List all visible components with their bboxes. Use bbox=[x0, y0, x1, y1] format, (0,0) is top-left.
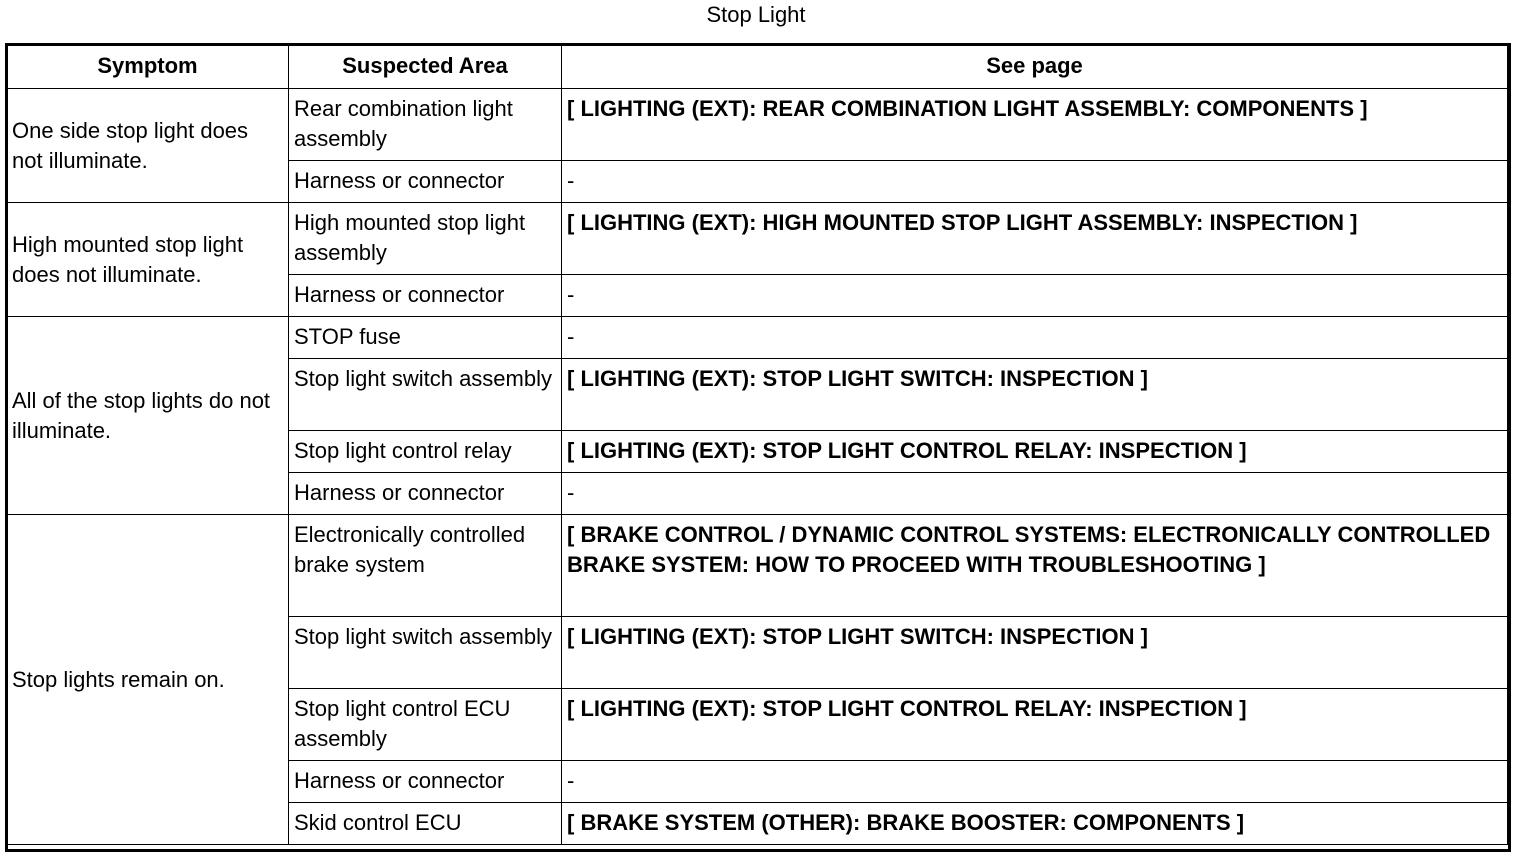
see-page-link[interactable]: [ LIGHTING (EXT): STOP LIGHT CONTROL RELAY: INSPECTION ] bbox=[562, 689, 1508, 761]
see-page-link[interactable]: [ BRAKE CONTROL / DYNAMIC CONTROL SYSTEMS: ELECTRONICALLY CONTROLLED BRAKE SYSTEM: HOW TO PROCEED WITH TROUBLESHOOTING ] bbox=[562, 515, 1508, 617]
symptom-cell: One side stop light does not illuminate. bbox=[7, 89, 289, 203]
suspected-area-cell: High mounted stop light assembly bbox=[289, 203, 562, 275]
see-page-cell: - bbox=[562, 473, 1508, 515]
suspected-area-cell: Harness or connector bbox=[289, 761, 562, 803]
header-see-page: See page bbox=[562, 45, 1508, 89]
suspected-area-cell: Stop light control relay bbox=[289, 431, 562, 473]
see-page-cell: - bbox=[562, 275, 1508, 317]
suspected-area-cell: STOP fuse bbox=[289, 317, 562, 359]
suspected-area-cell: Harness or connector bbox=[289, 473, 562, 515]
symptom-cell: High mounted stop light does not illuminate. bbox=[7, 203, 289, 317]
suspected-area-cell: Stop light switch assembly bbox=[289, 359, 562, 431]
suspected-area-cell: Electronically controlled brake system bbox=[289, 515, 562, 617]
suspected-area-cell: Skid control ECU bbox=[289, 803, 562, 845]
symptom-cell: Stop lights remain on. bbox=[7, 515, 289, 845]
see-page-cell: - bbox=[562, 317, 1508, 359]
table-row bbox=[7, 515, 1508, 617]
stop-light-troubleshooting-table bbox=[6, 44, 1508, 845]
see-page-link[interactable]: [ LIGHTING (EXT): STOP LIGHT CONTROL RELAY: INSPECTION ] bbox=[562, 431, 1508, 473]
see-page-cell: - bbox=[562, 761, 1508, 803]
table-title: Stop Light bbox=[706, 2, 806, 27]
header-suspected-area: Suspected Area bbox=[289, 45, 562, 89]
suspected-area-cell: Harness or connector bbox=[289, 275, 562, 317]
see-page-cell: - bbox=[562, 161, 1508, 203]
symptom-cell: All of the stop lights do not illuminate. bbox=[7, 317, 289, 515]
suspected-area-cell: Stop light switch assembly bbox=[289, 617, 562, 689]
suspected-area-cell: Harness or connector bbox=[289, 161, 562, 203]
table-row bbox=[7, 317, 1508, 359]
see-page-link[interactable]: [ LIGHTING (EXT): STOP LIGHT SWITCH: INSPECTION ] bbox=[562, 617, 1508, 689]
table-row bbox=[7, 89, 1508, 161]
see-page-link[interactable]: [ BRAKE SYSTEM (OTHER): BRAKE BOOSTER: COMPONENTS ] bbox=[562, 803, 1508, 845]
see-page-link[interactable]: [ LIGHTING (EXT): STOP LIGHT SWITCH: INSPECTION ] bbox=[562, 359, 1508, 431]
see-page-link[interactable]: [ LIGHTING (EXT): HIGH MOUNTED STOP LIGHT ASSEMBLY: INSPECTION ] bbox=[562, 203, 1508, 275]
suspected-area-cell: Rear combination light assembly bbox=[289, 89, 562, 161]
suspected-area-cell: Stop light control ECU assembly bbox=[289, 689, 562, 761]
header-row bbox=[7, 45, 1508, 89]
header-symptom: Symptom bbox=[7, 45, 289, 89]
table-row bbox=[7, 203, 1508, 275]
see-page-link[interactable]: [ LIGHTING (EXT): REAR COMBINATION LIGHT ASSEMBLY: COMPONENTS ] bbox=[562, 89, 1508, 161]
table-body bbox=[7, 89, 1508, 845]
